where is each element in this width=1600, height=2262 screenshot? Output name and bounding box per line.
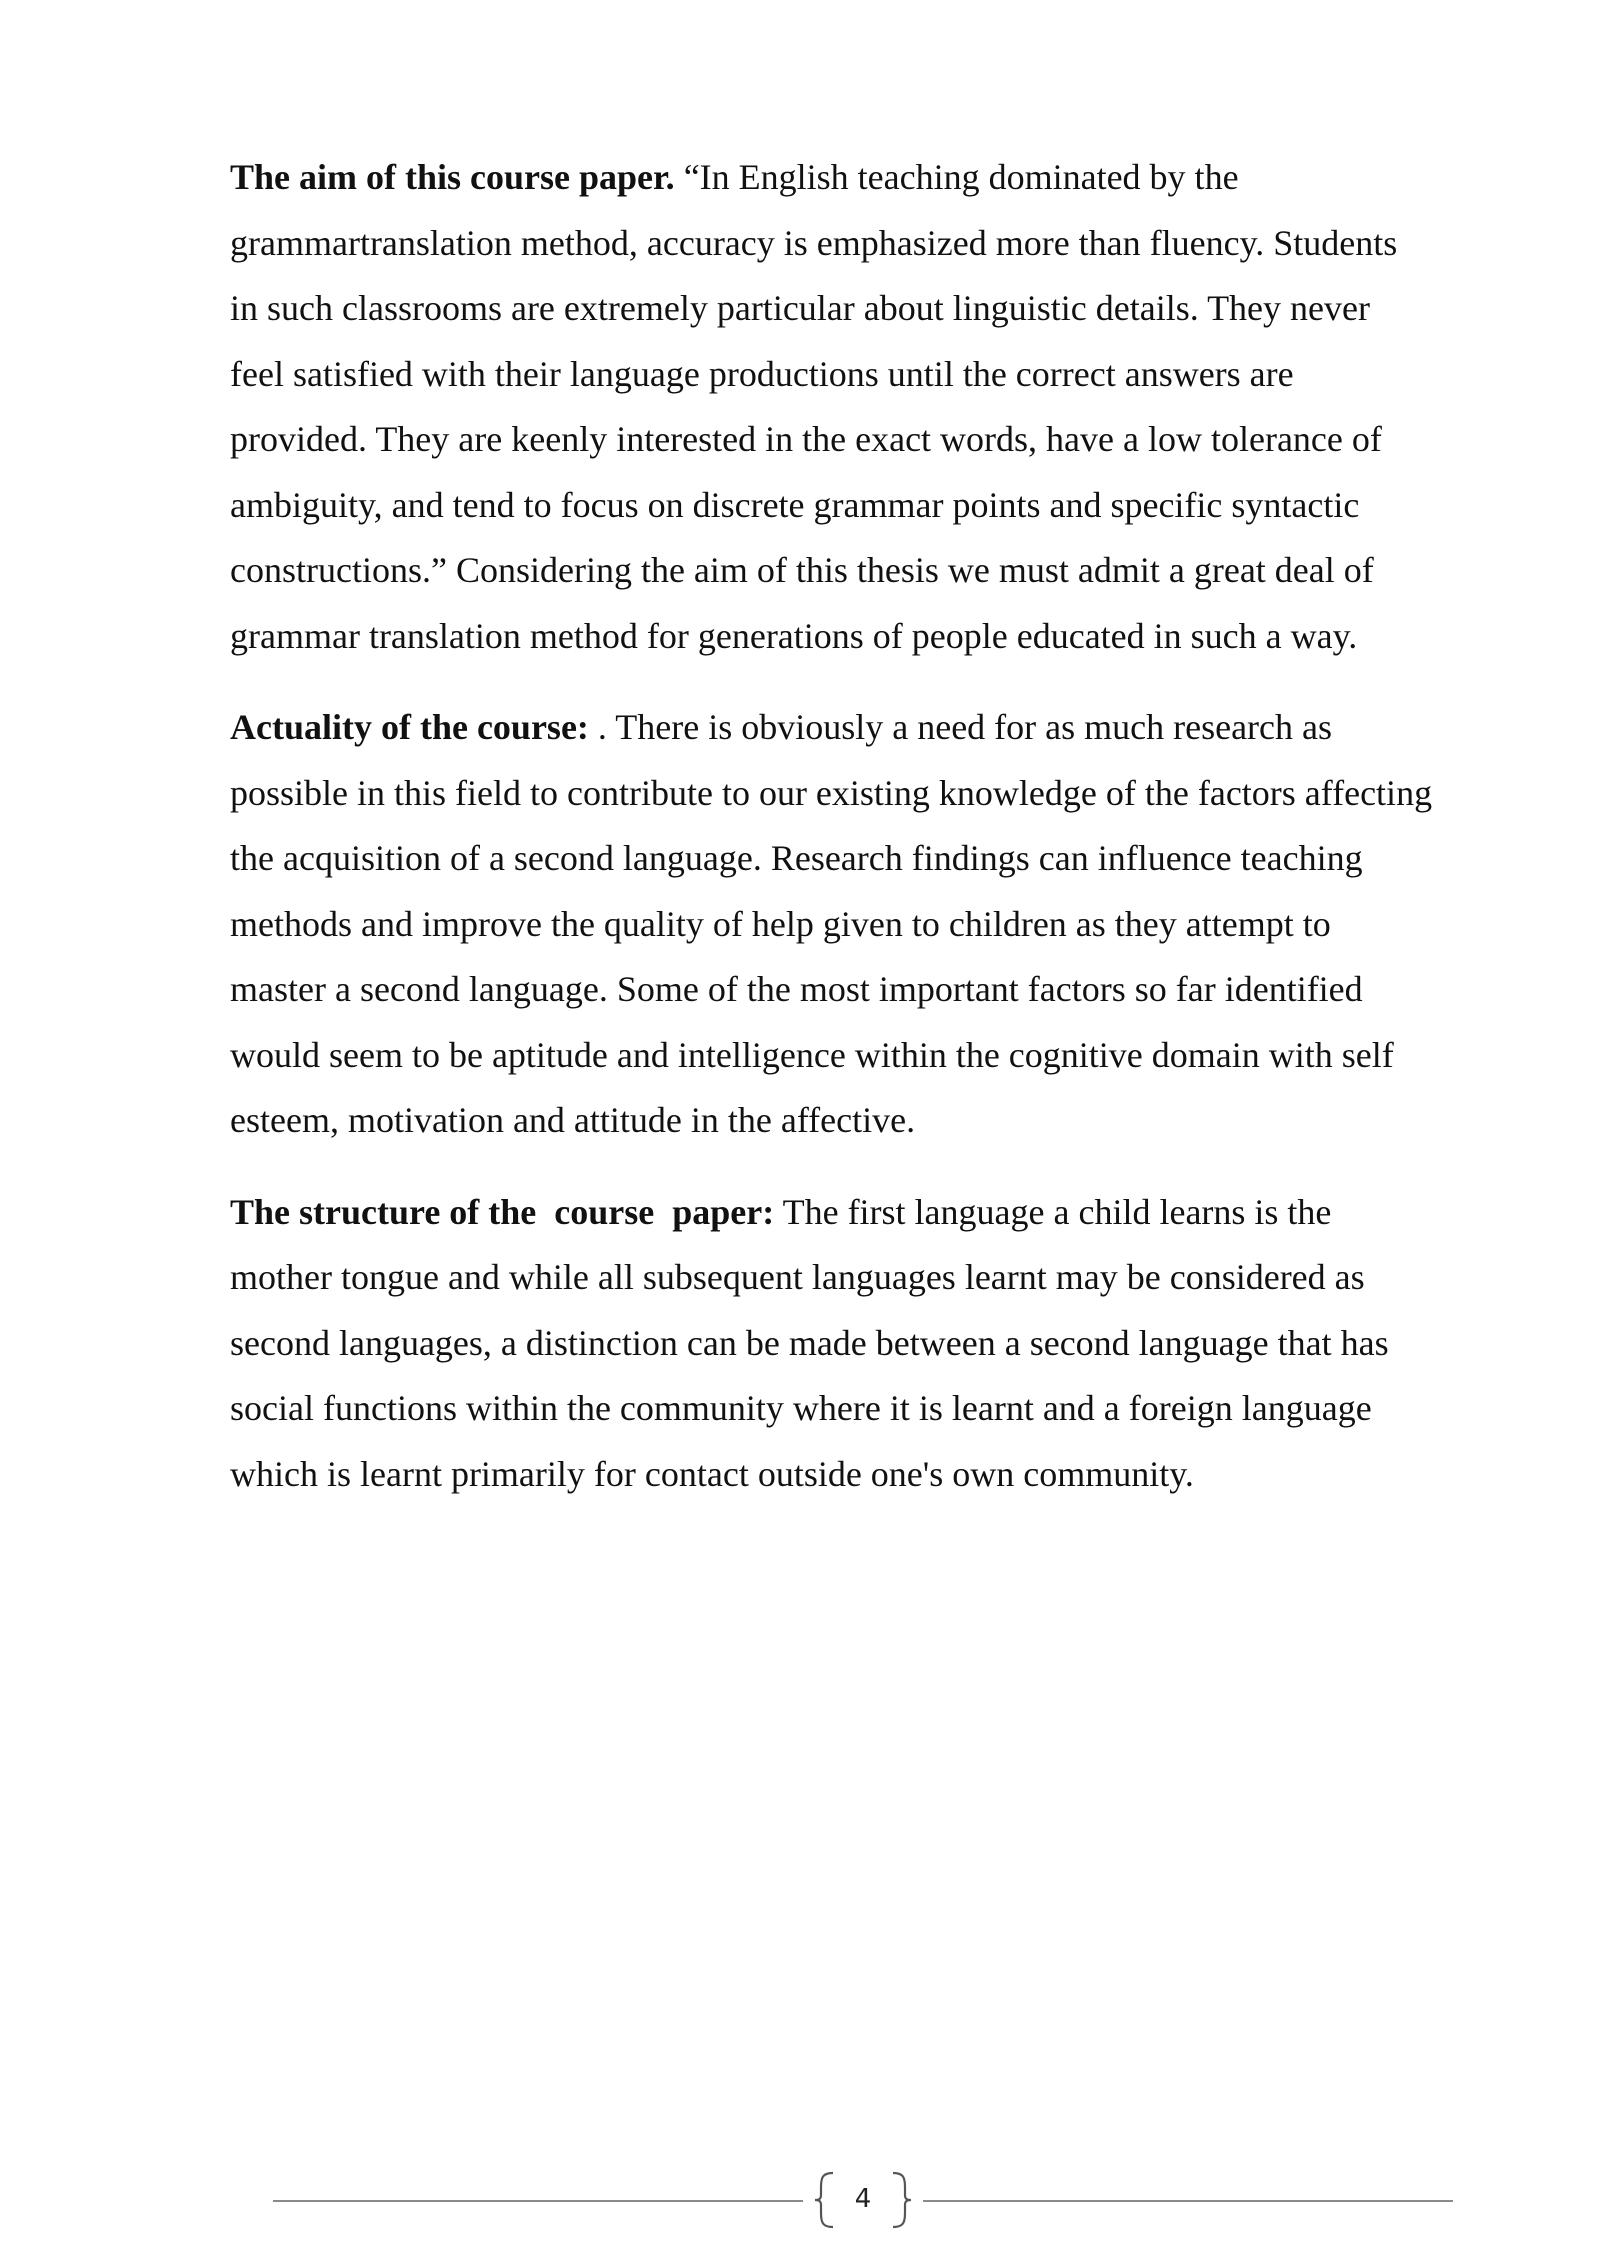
paragraph-line — [230, 145, 1520, 211]
paragraph-line: in such classrooms are extremely particular about linguistic details. They never — [230, 288, 1370, 328]
paragraph-line: esteem, motivation and attitude in the affective. — [230, 1100, 916, 1140]
paragraph-line: feel satisfied with their language productions until the correct answers are — [230, 353, 1294, 394]
paragraph-line: master a second language. Some of the most important factors so far identified — [230, 969, 1363, 1009]
paragraph-line: provided. They are keenly interested in the exact words, have a low tolerance of — [230, 419, 1382, 459]
paragraph-line: second languages, a distinction can be made between a second language that has — [230, 1322, 1389, 1363]
paragraph-line: grammar translation method for generations of people educated in such a way. — [230, 615, 1358, 656]
paragraph-line: constructions.” Considering the aim of this thesis we must admit a great deal of — [230, 550, 1374, 590]
paragraph-line — [230, 1180, 1520, 1246]
paragraph-heading: The aim of this course paper. — [230, 157, 675, 197]
line-text: . There is obviously a need for as much research as — [588, 707, 1333, 747]
paragraph-heading: The structure of the course paper: — [230, 1191, 775, 1232]
paragraph-heading: Actuality of the course: — [230, 707, 589, 747]
paragraph-line: which is learnt primarily for contact outside one's own community. — [230, 1453, 1194, 1494]
footer-rule-left — [273, 2200, 803, 2202]
paragraph-structure — [230, 1180, 1520, 1508]
paragraph-line: possible in this field to contribute to our existing knowledge of the factors affecting — [230, 772, 1433, 813]
line-text: “In English teaching dominated by the — [674, 157, 1239, 197]
paragraph-line: grammartranslation method, accuracy is emphasized more than fluency. Students — [230, 222, 1398, 263]
paragraph-line: ambiguity, and tend to focus on discrete grammar points and specific syntactic — [230, 484, 1360, 525]
footer-rule-right — [923, 2200, 1453, 2202]
page-content — [230, 145, 1520, 1533]
page-number: 4 — [854, 2184, 872, 2214]
paragraph-aim — [230, 145, 1520, 669]
line-text: The first language a child learns is the — [774, 1191, 1332, 1232]
paragraph-line: the acquisition of a second language. Research findings can influence teaching — [230, 838, 1363, 878]
paragraph-line: mother tongue and while all subsequent languages learnt may be considered as — [230, 1257, 1365, 1297]
page-footer — [273, 2165, 1453, 2235]
paragraph-line: social functions within the community where it is learnt and a foreign language — [230, 1388, 1372, 1428]
paragraph-line: methods and improve the quality of help given to children as they attempt to — [230, 903, 1331, 944]
paragraph-line — [230, 695, 1520, 761]
paragraph-line: would seem to be aptitude and intelligence within the cognitive domain with self — [230, 1034, 1394, 1075]
paragraph-actuality — [230, 695, 1520, 1154]
right-brace-icon — [853, 2165, 933, 2235]
